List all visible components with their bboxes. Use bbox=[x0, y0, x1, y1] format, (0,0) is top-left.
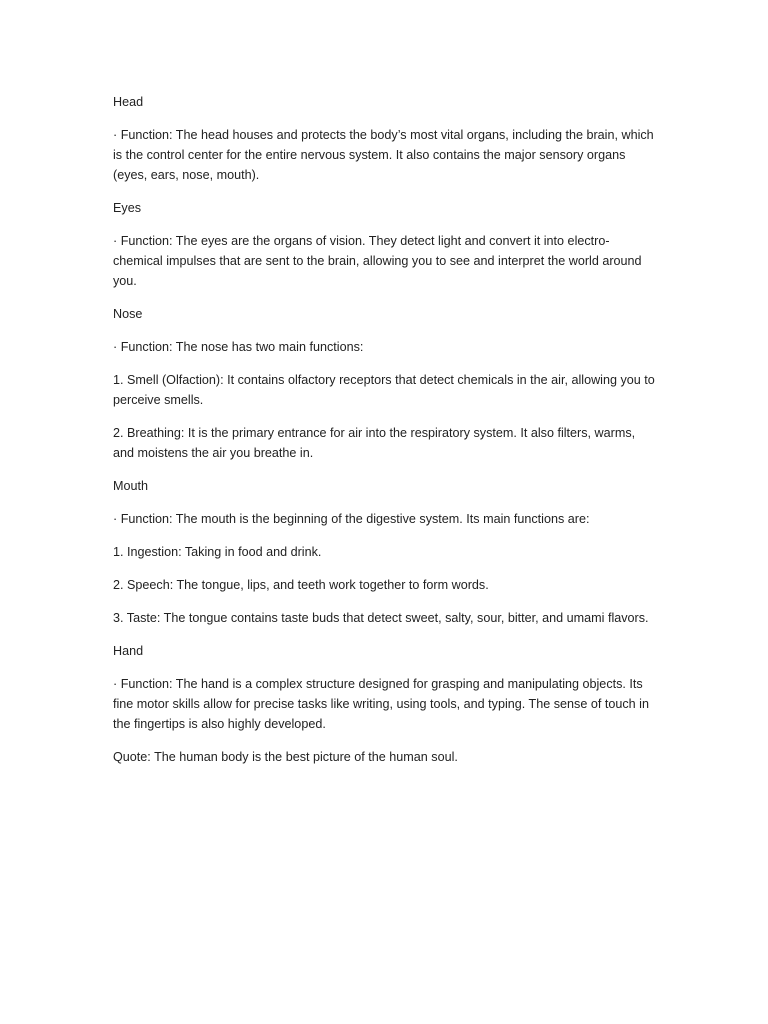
paragraph-eyes-function: · Function: The eyes are the organs of vision. They detect light and convert it into electro-chemical impulses that are sent to the brain, allowing you to see and interpret the world around you. bbox=[113, 234, 642, 288]
paragraph-mouth-function: · Function: The mouth is the beginning of the digestive system. Its main functions are: bbox=[113, 512, 590, 526]
list-item-nose-breathing: 2. Breathing: It is the primary entrance for air into the respiratory system. It also filters, warms, and moistens the air you breathe in. bbox=[113, 426, 636, 460]
list-item-nose-smell: 1. Smell (Olfaction): It contains olfactory receptors that detect chemicals in the air, allowing you to perceive smells. bbox=[113, 373, 655, 407]
paragraph-hand-function: · Function: The hand is a complex structure designed for grasping and manipulating objects. Its fine motor skills allow for precise tasks like writing, using tools, and typing. The sense of touch in the fingertips is also highly developed. bbox=[113, 677, 649, 731]
section-heading-eyes: Eyes bbox=[113, 201, 141, 215]
list-item-mouth-ingestion: 1. Ingestion: Taking in food and drink. bbox=[113, 545, 322, 559]
section-heading-head: Head bbox=[113, 95, 144, 109]
closing-quote: Quote: The human body is the best picture of the human soul. bbox=[113, 750, 458, 764]
paragraph-nose-function: · Function: The nose has two main functions: bbox=[113, 340, 364, 354]
section-heading-mouth: Mouth bbox=[113, 479, 149, 493]
section-heading-hand: Hand bbox=[113, 644, 144, 658]
section-heading-nose: Nose bbox=[113, 307, 143, 321]
list-item-mouth-taste: 3. Taste: The tongue contains taste buds that detect sweet, salty, sour, bitter, and umami flavors. bbox=[113, 611, 649, 625]
document-body bbox=[113, 92, 655, 780]
paragraph-head-function: · Function: The head houses and protects the body’s most vital organs, including the brain, which is the control center for the entire nervous system. It also contains the major sensory organs (eyes, ears, nose, mouth). bbox=[113, 128, 654, 182]
list-item-mouth-speech: 2. Speech: The tongue, lips, and teeth work together to form words. bbox=[113, 578, 489, 592]
